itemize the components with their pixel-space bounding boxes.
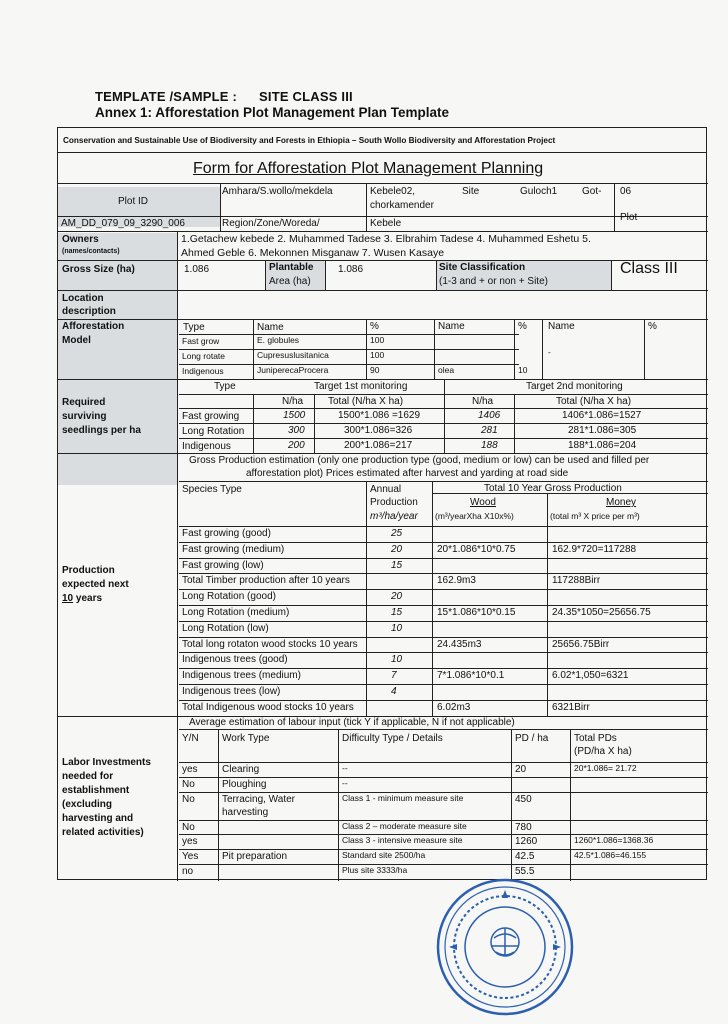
seed-h-type: Type [214, 381, 236, 392]
rule [432, 481, 433, 716]
owners-sublabel: (names/contacts) [62, 248, 120, 255]
production-annual: 10 [391, 623, 403, 634]
rule [218, 729, 219, 881]
production-money: 117288Birr [552, 575, 601, 586]
rule [58, 290, 708, 291]
prod-h-total: Total 10 Year Gross Production [484, 483, 622, 494]
labor-diff: -- [342, 763, 348, 773]
model-type: Indigenous [182, 366, 224, 376]
area-label: Area (ha) [269, 276, 311, 287]
labor-diff: -- [342, 778, 348, 788]
rule [58, 379, 708, 380]
model-h-pct: % [370, 321, 379, 332]
production-annual: 20 [391, 591, 403, 602]
rule [325, 260, 326, 290]
rule [511, 729, 512, 881]
rule [179, 573, 708, 574]
production-wood: 15*1.086*10*0.15 [437, 607, 516, 618]
labor-h-diff: Difficulty Type / Details [342, 733, 443, 744]
labor-work: Terracing, Water [222, 794, 295, 805]
prod-h-annual: Annual [370, 484, 402, 495]
production-species: Indigenous trees (medium) [182, 670, 301, 681]
model-pct: 100 [370, 335, 385, 345]
seed-h-target1: Target 1st monitoring [314, 381, 408, 392]
seed-n1: 200 [288, 440, 305, 451]
rule [434, 319, 435, 379]
labor-diff: Class 1 - minimum measure site [342, 793, 464, 803]
rule [177, 231, 178, 881]
labor-total: 1260*1.086=1368.36 [574, 835, 654, 845]
production-wood: 7*1.086*10*0.1 [437, 670, 505, 681]
seed-n1: 300 [288, 425, 305, 436]
project-title: Conservation and Sustainable Use of Biodiversity and Forests in Ethiopia – South Wollo Biodiversity and Afforestation Project [57, 127, 707, 153]
model-h-name: Name [257, 322, 284, 333]
rule [366, 481, 367, 716]
rule [179, 589, 708, 590]
got-label: Got- [582, 186, 602, 197]
gross-label: Gross Size (ha) [62, 264, 135, 275]
site-value: Guloch1 [520, 186, 558, 197]
seed-type: Fast growing [182, 411, 240, 422]
seed-n1: 1500 [283, 410, 306, 421]
production-note-2: afforestation plot) Prices estimated after harvest and yarding at road side [246, 468, 569, 479]
production-species: Total Indigenous wood stocks 10 years [182, 702, 354, 713]
model-label: Afforestation [62, 321, 125, 332]
rule [179, 652, 708, 653]
production-money: 162.9*720=117288 [552, 544, 637, 555]
labor-yn: No [182, 822, 195, 833]
rule [265, 260, 266, 290]
kebele-label: Kebele [370, 218, 402, 229]
rule [614, 183, 615, 231]
labor-work: Pit preparation [222, 851, 288, 862]
model-pct2: 10 [518, 365, 528, 375]
rule [58, 183, 708, 184]
rule [253, 319, 254, 379]
model-name: JuniperecaProcera [257, 365, 329, 375]
plot-label: Plot [620, 212, 638, 223]
plantable-value: 1.086 [338, 264, 364, 275]
production-wood: 162.9m3 [437, 575, 476, 586]
labor-label-2: needed for [62, 771, 114, 782]
prod-h-annual-2: Production [370, 497, 418, 508]
rule [314, 394, 315, 453]
rule [542, 319, 543, 379]
production-money: 25656.75Birr [552, 639, 610, 650]
plantable-label: Plantable [269, 262, 314, 273]
rule [253, 394, 254, 453]
rule [338, 729, 339, 881]
prod-h-annual-3: m³/ha/year [370, 511, 418, 522]
model-pct: 100 [370, 350, 385, 360]
production-annual: 4 [391, 686, 397, 697]
rule [179, 349, 519, 350]
production-wood: 20*1.086*10*0.75 [437, 544, 516, 555]
production-species: Long Rotation (medium) [182, 607, 290, 618]
rule [366, 319, 367, 379]
production-species: Indigenous trees (low) [182, 686, 281, 697]
labor-yn: Yes [182, 851, 199, 862]
labor-work: Clearing [222, 764, 260, 775]
kebele-value: Kebele02, [370, 186, 416, 197]
production-money: 24.35*1050=25656.75 [552, 607, 651, 618]
rule [179, 526, 708, 527]
rule [179, 684, 708, 685]
location-label-2: description [62, 306, 116, 317]
model-pct: 90 [370, 365, 380, 375]
form-title: Form for Afforestation Plot Management Planning [193, 160, 544, 177]
page-header [95, 89, 353, 104]
prod-h-money: Money [606, 497, 637, 508]
labor-diff: Class 3 - intensive measure site [342, 835, 463, 845]
model-type: Long rotate [182, 351, 226, 361]
rule [570, 729, 571, 881]
labor-yn: yes [182, 764, 198, 775]
labor-h-total: Total PDs [574, 733, 617, 744]
rule [220, 183, 221, 231]
rule [179, 700, 708, 701]
seed-h-nha: N/ha [282, 396, 304, 407]
gross-value: 1.086 [184, 264, 210, 275]
labor-label-4: (excluding [62, 799, 113, 810]
production-annual: 25 [391, 528, 403, 539]
labor-pd: 55.5 [515, 866, 535, 877]
seed-n2: 188 [481, 440, 498, 451]
production-species: Total long rotaton wood stocks 10 years [182, 639, 358, 650]
labor-work-2: harvesting [222, 807, 269, 818]
rule [444, 379, 445, 453]
class-value: Class III [620, 260, 678, 277]
production-annual: 10 [391, 654, 403, 665]
model-type: Fast grow [182, 336, 220, 346]
site-class-label: SITE CLASS III [259, 89, 353, 104]
rule [58, 231, 708, 232]
production-wood: 6.02m3 [437, 702, 471, 713]
rule [514, 394, 515, 453]
model-name: Cupresuslusitanica [257, 350, 329, 360]
seed-t2: 281*1.086=305 [568, 425, 637, 436]
rule [179, 334, 519, 335]
rule [179, 729, 708, 730]
seed-n2: 1406 [478, 410, 501, 421]
labor-work: Ploughing [222, 779, 267, 790]
prod-h-species: Species Type [182, 484, 242, 495]
rule [58, 216, 708, 217]
seed-t2: 188*1.086=204 [568, 440, 637, 451]
seed-h-total1: Total (N/ha X ha) [328, 396, 404, 407]
location-label: Location [62, 293, 104, 304]
plot-id-value: AM_DD_079_09_3290_006 [61, 218, 185, 229]
labor-diff: Plus site 3333/ha [342, 865, 408, 875]
model-name2: olea [438, 365, 455, 375]
seedlings-label-2: surviving [62, 411, 107, 422]
seed-t1: 300*1.086=326 [344, 425, 413, 436]
labor-label-6: related activities) [62, 827, 144, 838]
rule [179, 621, 708, 622]
site-label: Site [462, 186, 480, 197]
model-name: E. globules [257, 335, 300, 345]
rule [436, 260, 437, 290]
labor-pd: 450 [515, 794, 532, 805]
production-money: 6.02*1,050=6321 [552, 670, 629, 681]
seed-n2: 281 [481, 425, 498, 436]
labor-h-total-2: (PD/ha X ha) [574, 746, 632, 757]
labor-total: 20*1.086= 21.72 [574, 763, 637, 773]
seedlings-label: Required [62, 397, 106, 408]
rule [644, 319, 645, 379]
model-h-name3: Name [548, 321, 575, 332]
stamp-emblem-icon [491, 928, 519, 956]
production-label-3 [62, 593, 102, 605]
official-stamp [434, 876, 576, 1018]
production-annual: 20 [391, 544, 403, 555]
labor-diff: Class 2 – moderate measure site [342, 821, 467, 831]
template-label: TEMPLATE /SAMPLE : [95, 89, 238, 104]
rule [179, 777, 708, 778]
production-money: 6321Birr [552, 702, 590, 713]
labor-diff: Standard site 2500/ha [342, 850, 426, 860]
seed-h-target2: Target 2nd monitoring [526, 381, 623, 392]
annex-title: Annex 1: Afforestation Plot Management Plan Template [95, 105, 450, 120]
production-annual: 15 [391, 607, 403, 618]
model-name3: - [548, 347, 551, 357]
rule [58, 453, 708, 454]
production-species: Indigenous trees (good) [182, 654, 288, 665]
region-value: Amhara/S.wollo/mekdela [222, 186, 333, 197]
labor-yn: no [182, 866, 194, 877]
seed-type: Indigenous [182, 441, 231, 452]
model-h-pct2: % [518, 321, 527, 332]
labor-h-work: Work Type [222, 733, 270, 744]
production-annual: 7 [391, 670, 397, 681]
labor-note: Average estimation of labour input (tick Y if applicable, N if not applicable) [189, 717, 515, 728]
labor-pd: 42.5 [515, 851, 535, 862]
labor-pd: 1260 [515, 836, 538, 847]
labor-h-pd: PD / ha [515, 733, 549, 744]
production-species: Total Timber production after 10 years [182, 575, 350, 586]
production-species: Long Rotation (good) [182, 591, 276, 602]
labor-label: Labor Investments [62, 757, 151, 768]
labor-total: 42.5*1.086=46.155 [574, 850, 647, 860]
owners-label: Owners [62, 234, 99, 245]
seed-t1: 200*1.086=217 [344, 440, 413, 451]
model-h-pct3: % [648, 321, 657, 332]
labor-yn: No [182, 779, 195, 790]
labor-label-3: establishment [62, 785, 130, 796]
rule [179, 668, 708, 669]
seed-t2: 1406*1.086=1527 [562, 410, 642, 421]
labor-pd: 780 [515, 822, 532, 833]
prod-h-money-sub: (total m³ X price per m³) [550, 511, 640, 521]
production-species: Long Rotation (low) [182, 623, 269, 634]
got-value: 06 [620, 186, 632, 197]
rule [366, 183, 367, 231]
owners-line1: 1.Getachew kebede 2. Muhammed Tadese 3. Elbrahim Tadese 4. Muhammed Eshetu 5. [181, 233, 591, 245]
rule [179, 864, 708, 865]
rule [58, 319, 708, 320]
rule [514, 319, 515, 379]
labor-yn: No [182, 794, 195, 805]
rule [611, 260, 612, 290]
production-species: Fast growing (low) [182, 560, 264, 571]
labor-label-5: harvesting and [62, 813, 134, 824]
rule [179, 542, 708, 543]
rule [179, 481, 708, 482]
classification-label: Site Classification [439, 262, 526, 273]
seed-t1: 1500*1.086 =1629 [338, 410, 421, 421]
production-note-1: Gross Production estimation (only one production type (good, medium or low) can be used and filled per [189, 455, 650, 466]
classification-sub: (1-3 and + or non + Site) [439, 276, 548, 287]
prod-h-wood: Wood [470, 497, 496, 508]
production-label-2: expected next [62, 579, 129, 590]
production-years-num: 10 [62, 593, 74, 604]
seedlings-label-3: seedlings per ha [62, 425, 141, 436]
seed-h-total2: Total (N/ha X ha) [556, 396, 632, 407]
production-species: Fast growing (medium) [182, 544, 285, 555]
labor-pd: 20 [515, 764, 527, 775]
production-species: Fast growing (good) [182, 528, 271, 539]
owners-line2: Ahmed Geble 6. Mekonnen Misganaw 7. Wusen Kasaye [181, 247, 445, 259]
rule [179, 637, 708, 638]
seed-type: Long Rotation [182, 426, 245, 437]
production-label: Production [62, 565, 115, 576]
region-label: Region/Zone/Woreda/ [222, 218, 320, 229]
labor-h-yn: Y/N [182, 733, 199, 744]
production-annual: 15 [391, 560, 403, 571]
rule [179, 558, 708, 559]
plan-form [57, 152, 707, 880]
production-wood: 24.435m3 [437, 639, 482, 650]
plot-id-label: Plot ID [118, 196, 149, 207]
model-h-name2: Name [438, 321, 465, 332]
prod-h-wood-sub: (m³/yearXha X10x%) [435, 511, 514, 521]
labor-yn: yes [182, 836, 198, 847]
chorka-value: chorkamender [370, 200, 434, 211]
rule [179, 364, 519, 365]
model-label-2: Model [62, 335, 91, 346]
production-years-word: years [73, 593, 103, 604]
model-h-type: Type [183, 322, 205, 333]
rule [179, 605, 708, 606]
seed-h-nha2: N/ha [472, 396, 494, 407]
